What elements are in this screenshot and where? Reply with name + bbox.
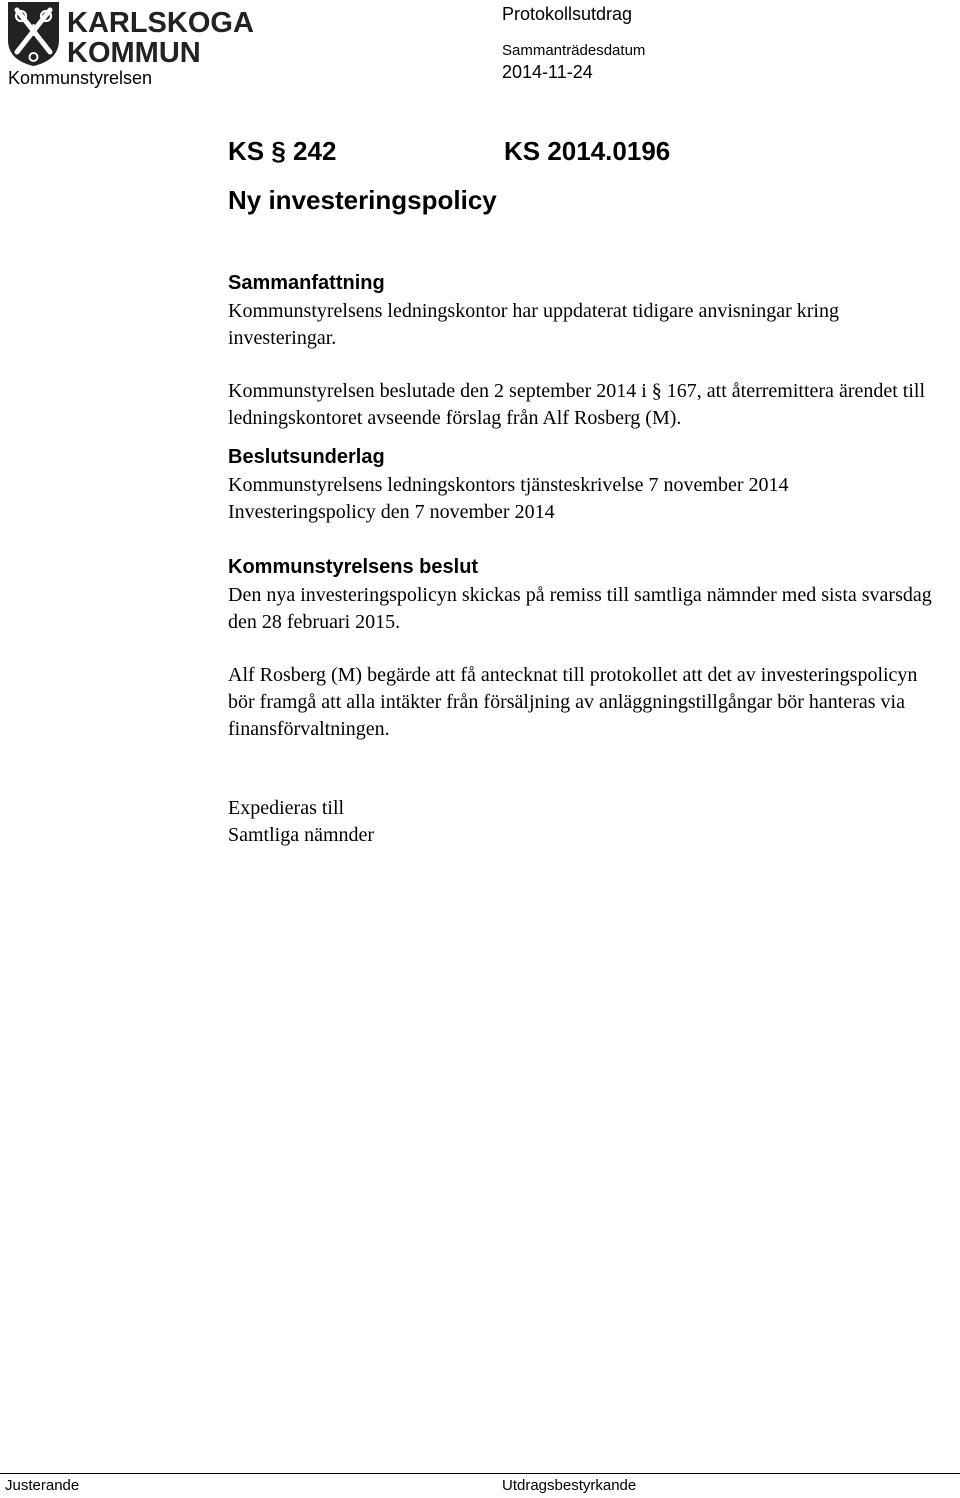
basis-line-1: Kommunstyrelsens ledningskontors tjänsteskrivelse 7 november 2014 bbox=[228, 474, 789, 496]
meeting-date-label: Sammanträdesdatum bbox=[502, 42, 646, 59]
dispatch-label: Expedieras till bbox=[228, 797, 345, 819]
summary-heading: Sammanfattning bbox=[228, 272, 385, 294]
decision-paragraph-1: Den nya investeringspolicyn skickas på remiss till samtliga nämnder med sista svarsdag den 28 februari 2015. bbox=[228, 584, 932, 633]
summary-paragraph-1: Kommunstyrelsens ledningskontor har uppdaterat tidigare anvisningar kring investeringar. bbox=[228, 300, 839, 349]
org-name: Kommunstyrelsen bbox=[8, 68, 153, 88]
decision-heading: Kommunstyrelsens beslut bbox=[228, 556, 479, 578]
case-title: Ny investeringspolicy bbox=[228, 185, 497, 215]
logo-line2: KOMMUN bbox=[67, 37, 201, 69]
municipality-logo bbox=[5, 0, 254, 69]
footer-divider bbox=[0, 1473, 960, 1474]
footer-adjuster-label: Justerande bbox=[5, 1477, 80, 1494]
meeting-date-value: 2014-11-24 bbox=[502, 62, 593, 82]
basis-heading: Beslutsunderlag bbox=[228, 446, 385, 468]
karlskoga-coat-of-arms-icon bbox=[8, 2, 59, 66]
summary-paragraph-2: Kommunstyrelsen beslutade den 2 september 2014 i § 167, att återremittera ärendet till ledningskontoret avseende förslag från Alf Rosberg (M). bbox=[228, 380, 926, 429]
decision-paragraph-2: Alf Rosberg (M) begärde att få antecknat till protokollet att det av investeringspolicyn bör framgå att alla intäkter från försäljning av anläggningstillgångar bör hanteras via finansförvaltningen. bbox=[228, 664, 918, 740]
case-number: KS § 242 bbox=[228, 136, 337, 166]
dispatch-recipient: Samtliga nämnder bbox=[228, 824, 375, 846]
document-body bbox=[228, 268, 944, 849]
basis-line-2: Investeringspolicy den 7 november 2014 bbox=[228, 501, 555, 523]
footer-certification-label: Utdragsbestyrkande bbox=[502, 1477, 637, 1494]
logo-line1: KARLSKOGA bbox=[67, 7, 254, 39]
document-type: Protokollsutdrag bbox=[502, 4, 633, 24]
case-reference: KS 2014.0196 bbox=[504, 136, 671, 166]
